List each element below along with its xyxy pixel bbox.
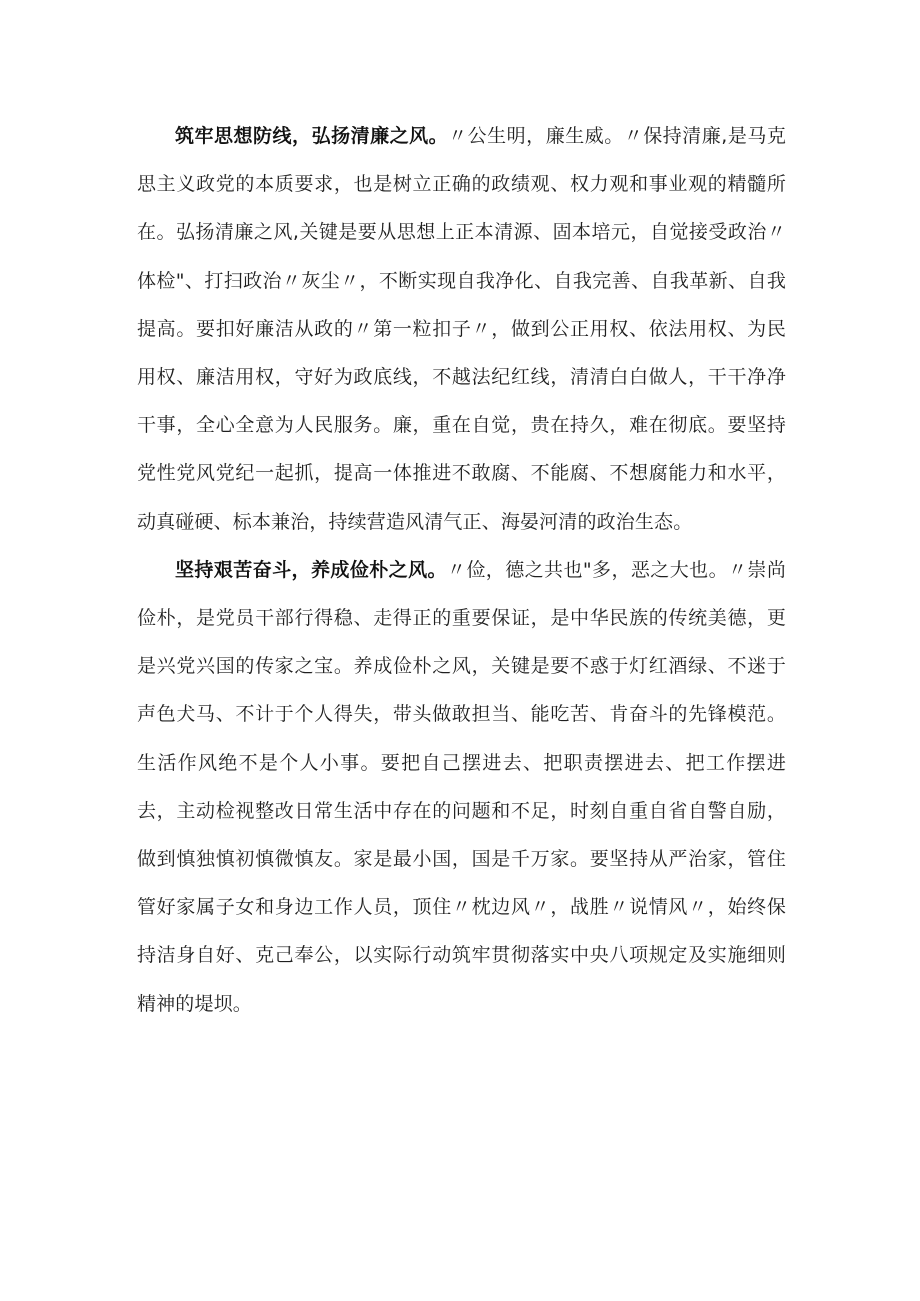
paragraph-heading: 筑牢思想防线，弘扬清廉之风。: [175, 125, 449, 147]
paragraph-heading: 坚持艰苦奋斗，养成俭朴之风。: [175, 558, 447, 581]
paragraph-body: 〃俭，德之共也"多，恶之大也。〃崇尚俭朴，是党员干部行得稳、走得正的重要保证，是中华民族的传统美德，更是兴党兴国的传家之宝。养成俭朴之风，关键是要不惑于灯红酒绿、不迷于声色犬马、不计于个人得失，带头做敢担当、能吃苦、肯奋斗的先锋模范。生活作风绝不是个人小事。要把自己摆进去、把职责摆进去、把工作摆进去，主动检视整改日常生活中存在的问题和不足，时刻自重自省自警自励，做到慎独慎初慎微慎友。家是最小国，国是千万家。要坚持从严治家，管住管好家属子女和身边工作人员，顶住〃枕边风〃，战胜〃说情风〃，始终保持洁身自好、克己奉公，以实际行动筑牢贯彻落实中央八项规定及实施细则精神的堤坝。: [137, 558, 786, 1015]
paragraph-body: 〃公生明，廉生威。〃保持清廉,是马克思主义政党的本质要求，也是树立正确的政绩观、权力观和事业观的精髓所在。弘扬清廉之风,关键是要从思想上正本清源、固本培元，自觉接受政治〃体检"、打扫政治〃灰尘〃，不断实现自我净化、自我完善、自我革新、自我提高。要扣好廉洁从政的〃第一粒扣子〃，做到公正用权、依法用权、为民用权、廉洁用权，守好为政底线，不越法纪红线，清清白白做人，干干净净干事，全心全意为人民服务。廉，重在自觉，贵在持久，难在彻底。要坚持党性党风党纪一起抓，提高一体推进不敢腐、不能腐、不想腐能力和水平，动真碰硬、标本兼治，持续营造风清气正、海晏河清的政治生态。: [137, 125, 786, 533]
paragraph-integrity: [137, 112, 786, 546]
paragraph-frugality: [137, 546, 786, 1028]
document-page: [137, 112, 786, 1028]
